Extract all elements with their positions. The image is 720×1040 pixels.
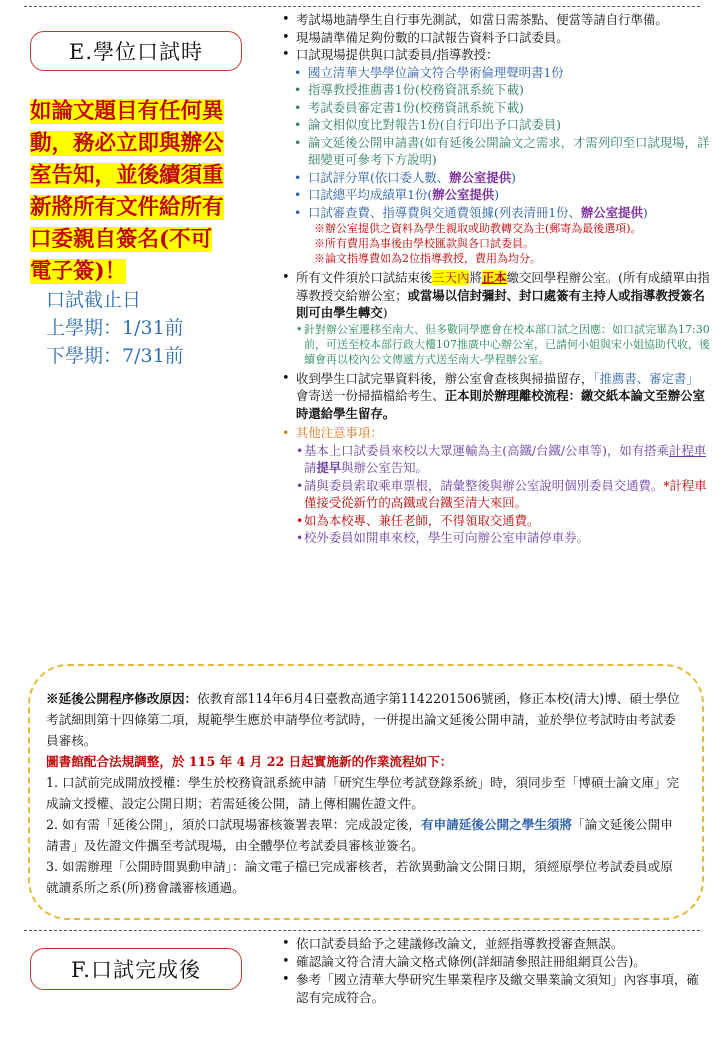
section-f-bullets <box>278 935 710 1007</box>
bullet-graduation-procedure: • 參考「國立清華大學研究生畢業程序及繳交畢業論文須知」內容事項，確認有完成符合。 <box>278 971 710 1007</box>
warning-line-6: 電子簽)！ <box>30 259 127 284</box>
doc-committee-approval: • 考試委員審定書1份(校務資訊系統下載) <box>278 99 710 117</box>
section-e-title-box <box>30 31 242 71</box>
title-change-warning <box>30 96 248 288</box>
top-divider <box>24 6 700 7</box>
section-e-bullets <box>278 11 710 547</box>
note-ticket-stubs: • 請與委員索取乘車票根，請彙整後與辦公室說明個別委員交通費。*計程車僅接受從新竹的高鐵或台鐵至清大來回。 <box>278 477 710 512</box>
doc-score-sheet: • 口試評分單(依口委人數、辦公室提供) <box>278 169 710 187</box>
note-office-docs: ※辦公室提供之資料為學生親取或助教轉交為主(郵寄為最後選項)。 <box>314 222 642 235</box>
bullet-venue-test: • 考試場地請學生自行事先測試，如當日需茶點、便當等請自行準備。 <box>278 11 710 29</box>
warning-line-2: 動，務必立即與辦公 <box>30 131 224 156</box>
notice-new-process: 圖書館配合法規調整，於 115 年 4 月 22 日起實施新的作業流程如下： <box>46 754 453 769</box>
deadline-second-semester: 下學期：7/31前 <box>46 345 184 367</box>
note-advisor-fee-split: ※論文指導費如為2位指導教授，費用為均分。 <box>314 252 541 265</box>
warning-line-4: 新將所有文件給所有 <box>30 195 224 220</box>
doc-similarity-report: • 論文相似度比對報告1份(自行印出予口試委員) <box>278 116 710 134</box>
exam-deadline <box>46 286 184 370</box>
note-transport: • 基本上口試委員來校以大眾運輸為主(高鐵/台鐵/公車等)，如有搭乘計程車請提早與辦公室告知。 <box>278 442 710 477</box>
bullet-report-copies: • 現場請準備足夠份數的口試報告資料予口試委員。 <box>278 29 710 47</box>
note-internal-teachers: • 如為本校專、兼任老師，不得領取交通費。 <box>278 512 710 530</box>
warning-line-1: 如論文題目有任何異 <box>30 99 224 124</box>
section-f-title: F.口試完成後 <box>71 958 201 982</box>
warning-line-3: 室告知，並後續須重 <box>30 163 224 188</box>
note-fees-remit: ※所有費用為事後由學校匯款與各口試委員。 <box>314 237 534 250</box>
notice-item-2: 2. 如有需「延後公開」，須於口試現場審核簽署表單：完成設定後，有申請延後公開之學生須將「論文延後公開申請書」及佐證文件攜至考試現場，由全體學位考試委員審核並簽名。 <box>46 817 673 853</box>
doc-fee-receipts: • 口試審查費、指導費與交通費領據(列表清冊1份、辦公室提供) <box>278 204 710 222</box>
notice-item-3: 3. 如需辦理「公開時間異動申請」：論文電子檔已完成審核者，若欲異動論文公開日期，須經原學位考試委員或原就讀系所之系(所)務會議審核通過。 <box>46 859 673 895</box>
mid-divider <box>24 930 700 931</box>
notice-item-1: 1. 口試前完成開放授權：學生於校務資訊系統申請「研究生學位考試登錄系統」時，須同步至「博碩士論文庫」完成論文授權、設定公開日期；若需延後公開，請上傳相關佐證文件。 <box>46 775 680 811</box>
doc-ethics-statement: • 國立清華大學學位論文符合學術倫理聲明書1份 <box>278 64 710 82</box>
bullet-submit-originals: • 所有文件須於口試結束後三天內將正本繳交回學程辦公室。(所有成績單由指導教授交給辦公室；或當場以信封彌封、封口處簽有主持人或指導教授簽名則可由學生轉交) <box>278 269 710 322</box>
doc-average-score: • 口試總平均成績單1份(辦公室提供) <box>278 186 710 204</box>
delayed-publication-notice <box>28 664 704 920</box>
doc-delayed-publication-form: • 論文延後公開申請書(如有延後公開論文之需求，才需列印至口試現場，詳細變更可參考下方說明) <box>278 134 710 169</box>
doc-advisor-recommendation: • 指導教授推薦書1份(校務資訊系統下載) <box>278 81 710 99</box>
note-office-relocation: • 針對辦公室遷移至南大、但多數同學應會在校本部口試之因應：如口試完畢為17:30前，可送至校本部行政大樓107推廣中心辦公室，已請何小姐與宋小姐協助代收，後續會再以校內公文傳遞方式送至南大-學程辦公室。 <box>278 322 710 367</box>
bullet-thesis-format: • 確認論文符合清大論文格式條例(詳細請參照註冊組網頁公告)。 <box>278 953 710 971</box>
highlight-originals: 正本 <box>481 270 507 285</box>
deadline-first-semester: 上學期：1/31前 <box>46 317 184 339</box>
notice-reason: ※延後公開程序修改原因：依教育部114年6月4日臺教高通字第1142201506號函，修正本校(清大)博、碩士學位考試細則第十四條第二項，規範學生應於申請學位考試時，一併提出論文延後公開申請，並於學位考試時由考試委員審核。 <box>46 691 680 748</box>
bullet-office-scan: • 收到學生口試完畢資料後，辦公室會查核與掃描留存，「推薦書、審定書」會寄送一份掃描檔給考生、正本則於辦理離校流程：繳交紙本論文至辦公室時還給學生留存。 <box>278 370 710 423</box>
section-e-title: E.學位口試時 <box>68 40 203 64</box>
highlight-three-days: 三天內 <box>432 270 470 285</box>
deadline-heading: 口試截止日 <box>46 289 142 311</box>
warning-line-5: 口委親自簽名(不可 <box>30 227 213 252</box>
bullet-onsite-docs: • 口試現場提供與口試委員/指導教授： <box>278 46 710 64</box>
bullet-other-notes: • 其他注意事項： <box>278 424 710 442</box>
bullet-revise-thesis: • 依口試委員給予之建議修改論文，並經指導教授審查無誤。 <box>278 935 710 953</box>
note-parking: • 校外委員如開車來校，學生可向辦公室申請停車券。 <box>278 529 710 547</box>
section-f-title-box <box>30 948 242 990</box>
